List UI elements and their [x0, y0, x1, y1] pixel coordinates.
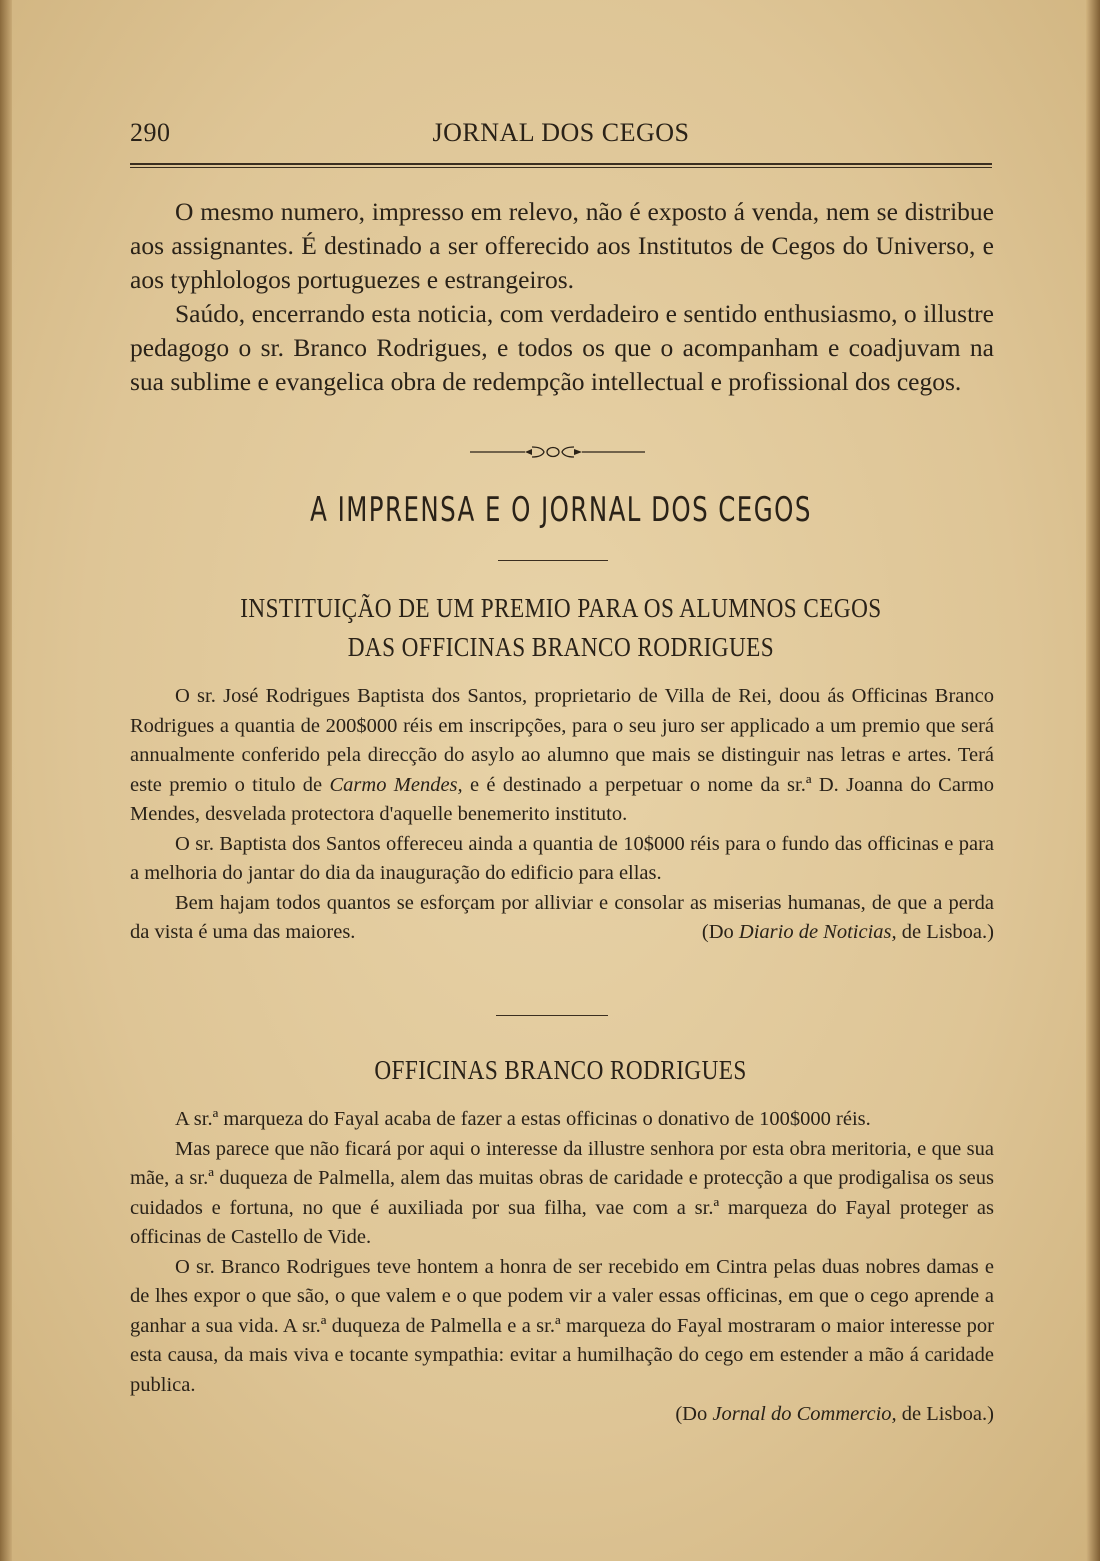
article1-body [130, 682, 994, 948]
page-edge-shadow [1086, 0, 1100, 1561]
intro-paragraph-1: O mesmo numero, impresso em relevo, não é exposto á venda, nem se distribue aos assignantes. É destinado a ser offerecido aos Institutos de Cegos do Universo, e aos typhlologos portuguezes e estrangeiros. [130, 197, 994, 294]
page-gutter-shadow [0, 0, 12, 1561]
page-header [130, 118, 992, 158]
article2-paragraph-1: A sr.ª marqueza do Fayal acaba de fazer a estas officinas o donativo de 100$000 réis. [175, 1108, 871, 1130]
article2-source: (Do Jornal do Commercio, de Lisboa.) [675, 1403, 994, 1425]
page-number: 290 [130, 118, 171, 147]
article1-heading-line1: INSTITUIÇÃO DE UM PREMIO PARA OS ALUMNOS CEGOS [240, 593, 882, 623]
article1-source: (Do Diario de Noticias, de Lisboa.) [701, 921, 994, 943]
section-rule [498, 560, 608, 561]
header-rule [130, 163, 992, 168]
article2-heading: OFFICINAS BRANCO RODRIGUES [374, 1055, 748, 1085]
ornament-divider-icon [470, 440, 645, 464]
prize-name: Carmo Mendes, [329, 773, 463, 796]
article1-heading-line2: DAS OFFICINAS BRANCO RODRIGUES [347, 632, 775, 662]
intro-text [130, 195, 994, 399]
section-title: A IMPRENSA E O JORNAL DOS CEGOS [310, 490, 812, 530]
article1-paragraph-1: O sr. José Rodrigues Baptista dos Santos, proprietario de Villa de Rei, doou ás Officinas Branco Rodrigues a quantia de 200$000 réis em inscripções, para o seu juro ser applicado a um premio que será annualmente conferido pela direcção do asylo ao alumno que mais se distinguir nas letras e artes. Terá este premio o titulo de Carmo Mendes, e é destinado a perpetuar o nome da sr.ª D. Joanna do Carmo Mendes, desvelada protectora d'aquelle benemerito instituto. [130, 685, 994, 825]
article-separator-rule [496, 1015, 608, 1016]
article2-paragraph-2: Mas parece que não ficará por aqui o interesse da illustre senhora por esta obra meritoria, e que sua mãe, a sr.ª duqueza de Palmella, alem das muitas obras de caridade e protecção a que prodigalisa os seus cuidados e fortuna, no que é auxiliada por sua filha, vae com a sr.ª marqueza do Fayal proteger as officinas de Castello de Vide. [130, 1137, 994, 1248]
article1-paragraph-2: O sr. Baptista dos Santos offereceu ainda a quantia de 10$000 réis para o fundo das officinas e para a melhoria do jantar do dia da inauguração do edificio para ellas. [130, 832, 994, 884]
intro-paragraph-2: Saúdo, encerrando esta noticia, com verdadeiro e sentido enthusiasmo, o illustre pedagogo o sr. Branco Rodrigues, e todos os que o acompanham e coadjuvam na sua sublime e evangelica obra de redempção intellectual e profissional dos cegos. [130, 299, 994, 396]
article2-body [130, 1105, 994, 1430]
article2-paragraph-3: O sr. Branco Rodrigues teve hontem a honra de ser recebido em Cintra pelas duas nobres damas e de lhes expor o que são, o que valem e o que podem vir a valer essas officinas, em que o cego aprende a ganhar a sua vida. A sr.ª duqueza de Palmella e a sr.ª marqueza do Fayal mostraram o maior interesse por esta causa, da mais viva e tocante sympathia: evitar a humilhação do cego em estender a mão á caridade publica. [130, 1255, 994, 1396]
running-title: JORNAL DOS CEGOS [432, 118, 690, 147]
article1-paragraph-3: Bem hajam todos quantos se esforçam por alliviar e consolar as miserias humanas, de que a perda da vista é uma das maiores. (Do Diario de Noticias, de Lisboa.) [130, 889, 994, 948]
